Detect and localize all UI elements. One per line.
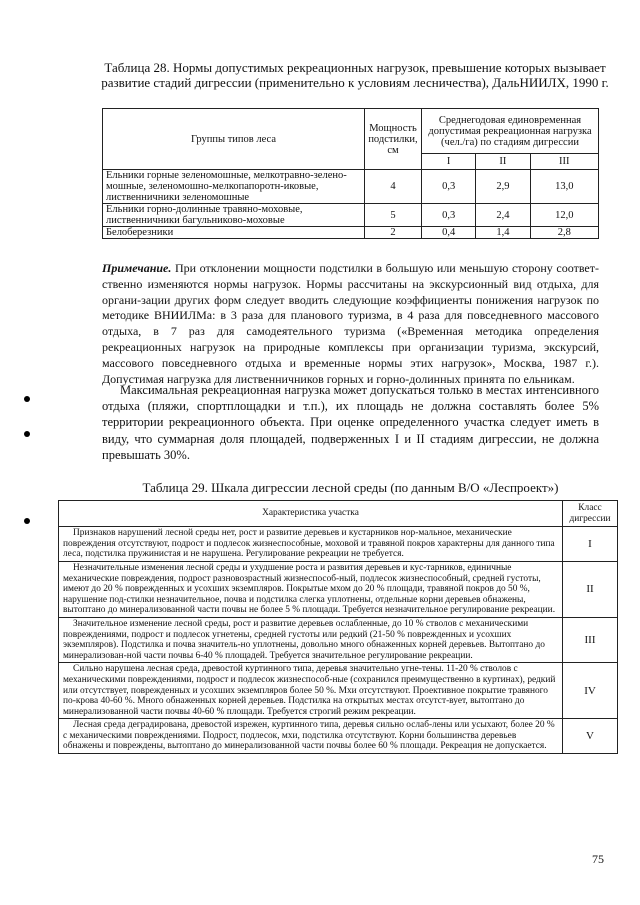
- table28-value-cell: 12,0: [530, 204, 598, 227]
- table28-value-cell: 0,4: [422, 227, 476, 239]
- table29-desc-cell: Сильно нарушена лесная среда, древостой куртинного типа, деревья значительно угне-тены. 11-20 % стволов с механическими повреждениями, подрост и подлесок жизнеспособ-ные (сохранился преимущественно в куртинах), редкий или отсутствует, поврежденных и усохших экземпляров более 50 %. Мхи отсутствуют. Проективное покрытие травяного по-крова 40-60 %. Много обнаженных корней деревьев. Подстилка на открытых местах отсутст-вует, вытоптано до минерализованной части почвы 40-60 % площади. Требуется строгий режим рекреации.: [59, 663, 563, 719]
- table28-group-cell: Ельники горные зеленомошные, мелкотравно-зелено-мошные, зеленомошно-мелкопапоротн-иковые, лиственничники зеленомошные: [103, 170, 365, 204]
- table29-desc-cell: Значительное изменение лесной среды, рост и развитие деревьев ослабленные, до 10 % стволов с механическими повреждениями, подрост и подлесок угнетены, средней густоты или редкий (21-50 % поврежденных и усохших экземпляров). Подстилка и почва значитель-но уплотнены, довольно много обнаженных корней деревьев. Вытоптано до минерализован-ной части почвы 6-40 % площадей. Требуется значительное регулирование рекреации.: [59, 617, 563, 662]
- table28-thickness-cell: 4: [365, 170, 422, 204]
- table-row: [59, 617, 618, 662]
- table-row: [103, 170, 599, 204]
- table28-note: [102, 261, 599, 387]
- table28-head-load: Среднегодовая единовременная допустимая рекреационная нагрузка (чел./га) по стадиям дигрессии: [422, 109, 599, 154]
- note-label: Примечание.: [102, 261, 172, 275]
- table28-head-thickness: Мощность подстилки, см: [365, 109, 422, 170]
- table28-stage-2: II: [476, 154, 530, 170]
- table29-class-cell: II: [563, 561, 618, 617]
- table28-value-cell: 0,3: [422, 204, 476, 227]
- table29-desc-cell: Незначительные изменения лесной среды и ухудшение роста и развития деревьев и кус-тарников, единичные механические повреждения, подрост разновозрастный жизнеспособ-ный, подлесок жизнеспособный, средней густоты, имеют до 20 % поврежденных и усохших экземпляров. Покрытые мхом до 20 % площади, травяной покров до 50 %, нарушение под-стилки незначительное, почва и подстилка слегка уплотнены, отдельные корни деревьев обнажены, вытоптано до минерализованной части почвы не более 5 % площади. Требуется незначительное регулирование рекреации.: [59, 561, 563, 617]
- table29-class-cell: V: [563, 719, 618, 754]
- table-28: [102, 108, 599, 239]
- table28-value-cell: 2,9: [476, 170, 530, 204]
- table28-stage-1: I: [422, 154, 476, 170]
- table-29: [58, 500, 618, 754]
- table28-value-cell: 2,8: [530, 227, 598, 239]
- table-row: [59, 527, 618, 562]
- table28-thickness-cell: 2: [365, 227, 422, 239]
- margin-dot: [24, 396, 30, 402]
- table-row: [103, 204, 599, 227]
- table28-head-group: Группы типов леса: [103, 109, 365, 170]
- table28-value-cell: 2,4: [476, 204, 530, 227]
- table29-desc-cell: Лесная среда деградирована, древостой изрежен, куртинного типа, деревья сильно ослаб-лены или усыхают, более 20 % с механическими повреждениями. Подрост, подлесок, мхи, подстилка отсутствуют. Корни большинства деревьев обнажены и повреждены, вытоптано до минерализованной части почвы более 60 % площади. Рекреация не допускается.: [59, 719, 563, 754]
- page-number: 75: [592, 852, 604, 866]
- table28-value-cell: 13,0: [530, 170, 598, 204]
- table29-title: Таблица 29. Шкала дигрессии лесной среды (по данным В/О «Леспроект»): [142, 480, 559, 495]
- table28-stage-3: III: [530, 154, 598, 170]
- table-row: [103, 227, 599, 239]
- table28-title: Таблица 28. Нормы допустимых рекреационных нагрузок, превышение которых вызывает развитие стадий дигрессии (применительно к условиям лесничества), ДальНИИЛХ, 1990 г.: [101, 60, 609, 90]
- table29-class-cell: I: [563, 527, 618, 562]
- table28-group-cell: Белоберезники: [103, 227, 365, 239]
- table-row: [59, 719, 618, 754]
- table28-value-cell: 0,3: [422, 170, 476, 204]
- table29-class-cell: III: [563, 617, 618, 662]
- table-row: [59, 663, 618, 719]
- table28-value-cell: 1,4: [476, 227, 530, 239]
- body-paragraph: Максимальная рекреационная нагрузка может допускаться только в местах интенсивного отдыха (пляжи, спортплощадки и т.п.), их площадь не должна составлять более 5% территории рекреационного объекта. При оценке определенного участка следует иметь в виду, что суммарная доля площадей, подверженных I и II стадиям дигрессии, не должна превышать 30%.: [102, 383, 599, 462]
- table28-group-cell: Ельники горно-долинные травяно-моховые, лиственничники багульниково-моховые: [103, 204, 365, 227]
- table-row: [59, 561, 618, 617]
- table29-head-class: Класс дигрессии: [563, 501, 618, 527]
- table28-thickness-cell: 5: [365, 204, 422, 227]
- margin-dot: [24, 518, 30, 524]
- note-text: При отклонении мощности подстилки в большую или меньшую сторону соответ-ственно изменяются нормы нагрузок. Нормы рассчитаны на экскурсионный вид отдыха, для органи-зации других форм следует вводить следующие коэффициенты понижения нагрузок по методике ВНИИЛМа: в 3 раза для планового туризма, в 4 раза для повседневного массового отдыха, в 7 раз для самодеятельного туризма («Временная методика определения рекреационных нагрузок на природные комплексы при организации туризма, экскурсий, массового повседневного отдыха и временные нормы этих нагрузок», Москва, 1987 г.). Допустимая нагрузка для лиственничников горных и горно-долинных принята по ельникам.: [102, 261, 599, 386]
- margin-dot: [24, 431, 30, 437]
- table29-head-desc: Характеристика участка: [59, 501, 563, 527]
- table29-class-cell: IV: [563, 663, 618, 719]
- table29-desc-cell: Признаков нарушений лесной среды нет, рост и развитие деревьев и кустарников нор-мальное, механические повреждения отсутствуют, подрост и подлесок жизнеспособные, моховой и травяной покров характерны для данного типа леса, подстилка пружинистая и не нарушена. Регулирование рекреации не требуется.: [59, 527, 563, 562]
